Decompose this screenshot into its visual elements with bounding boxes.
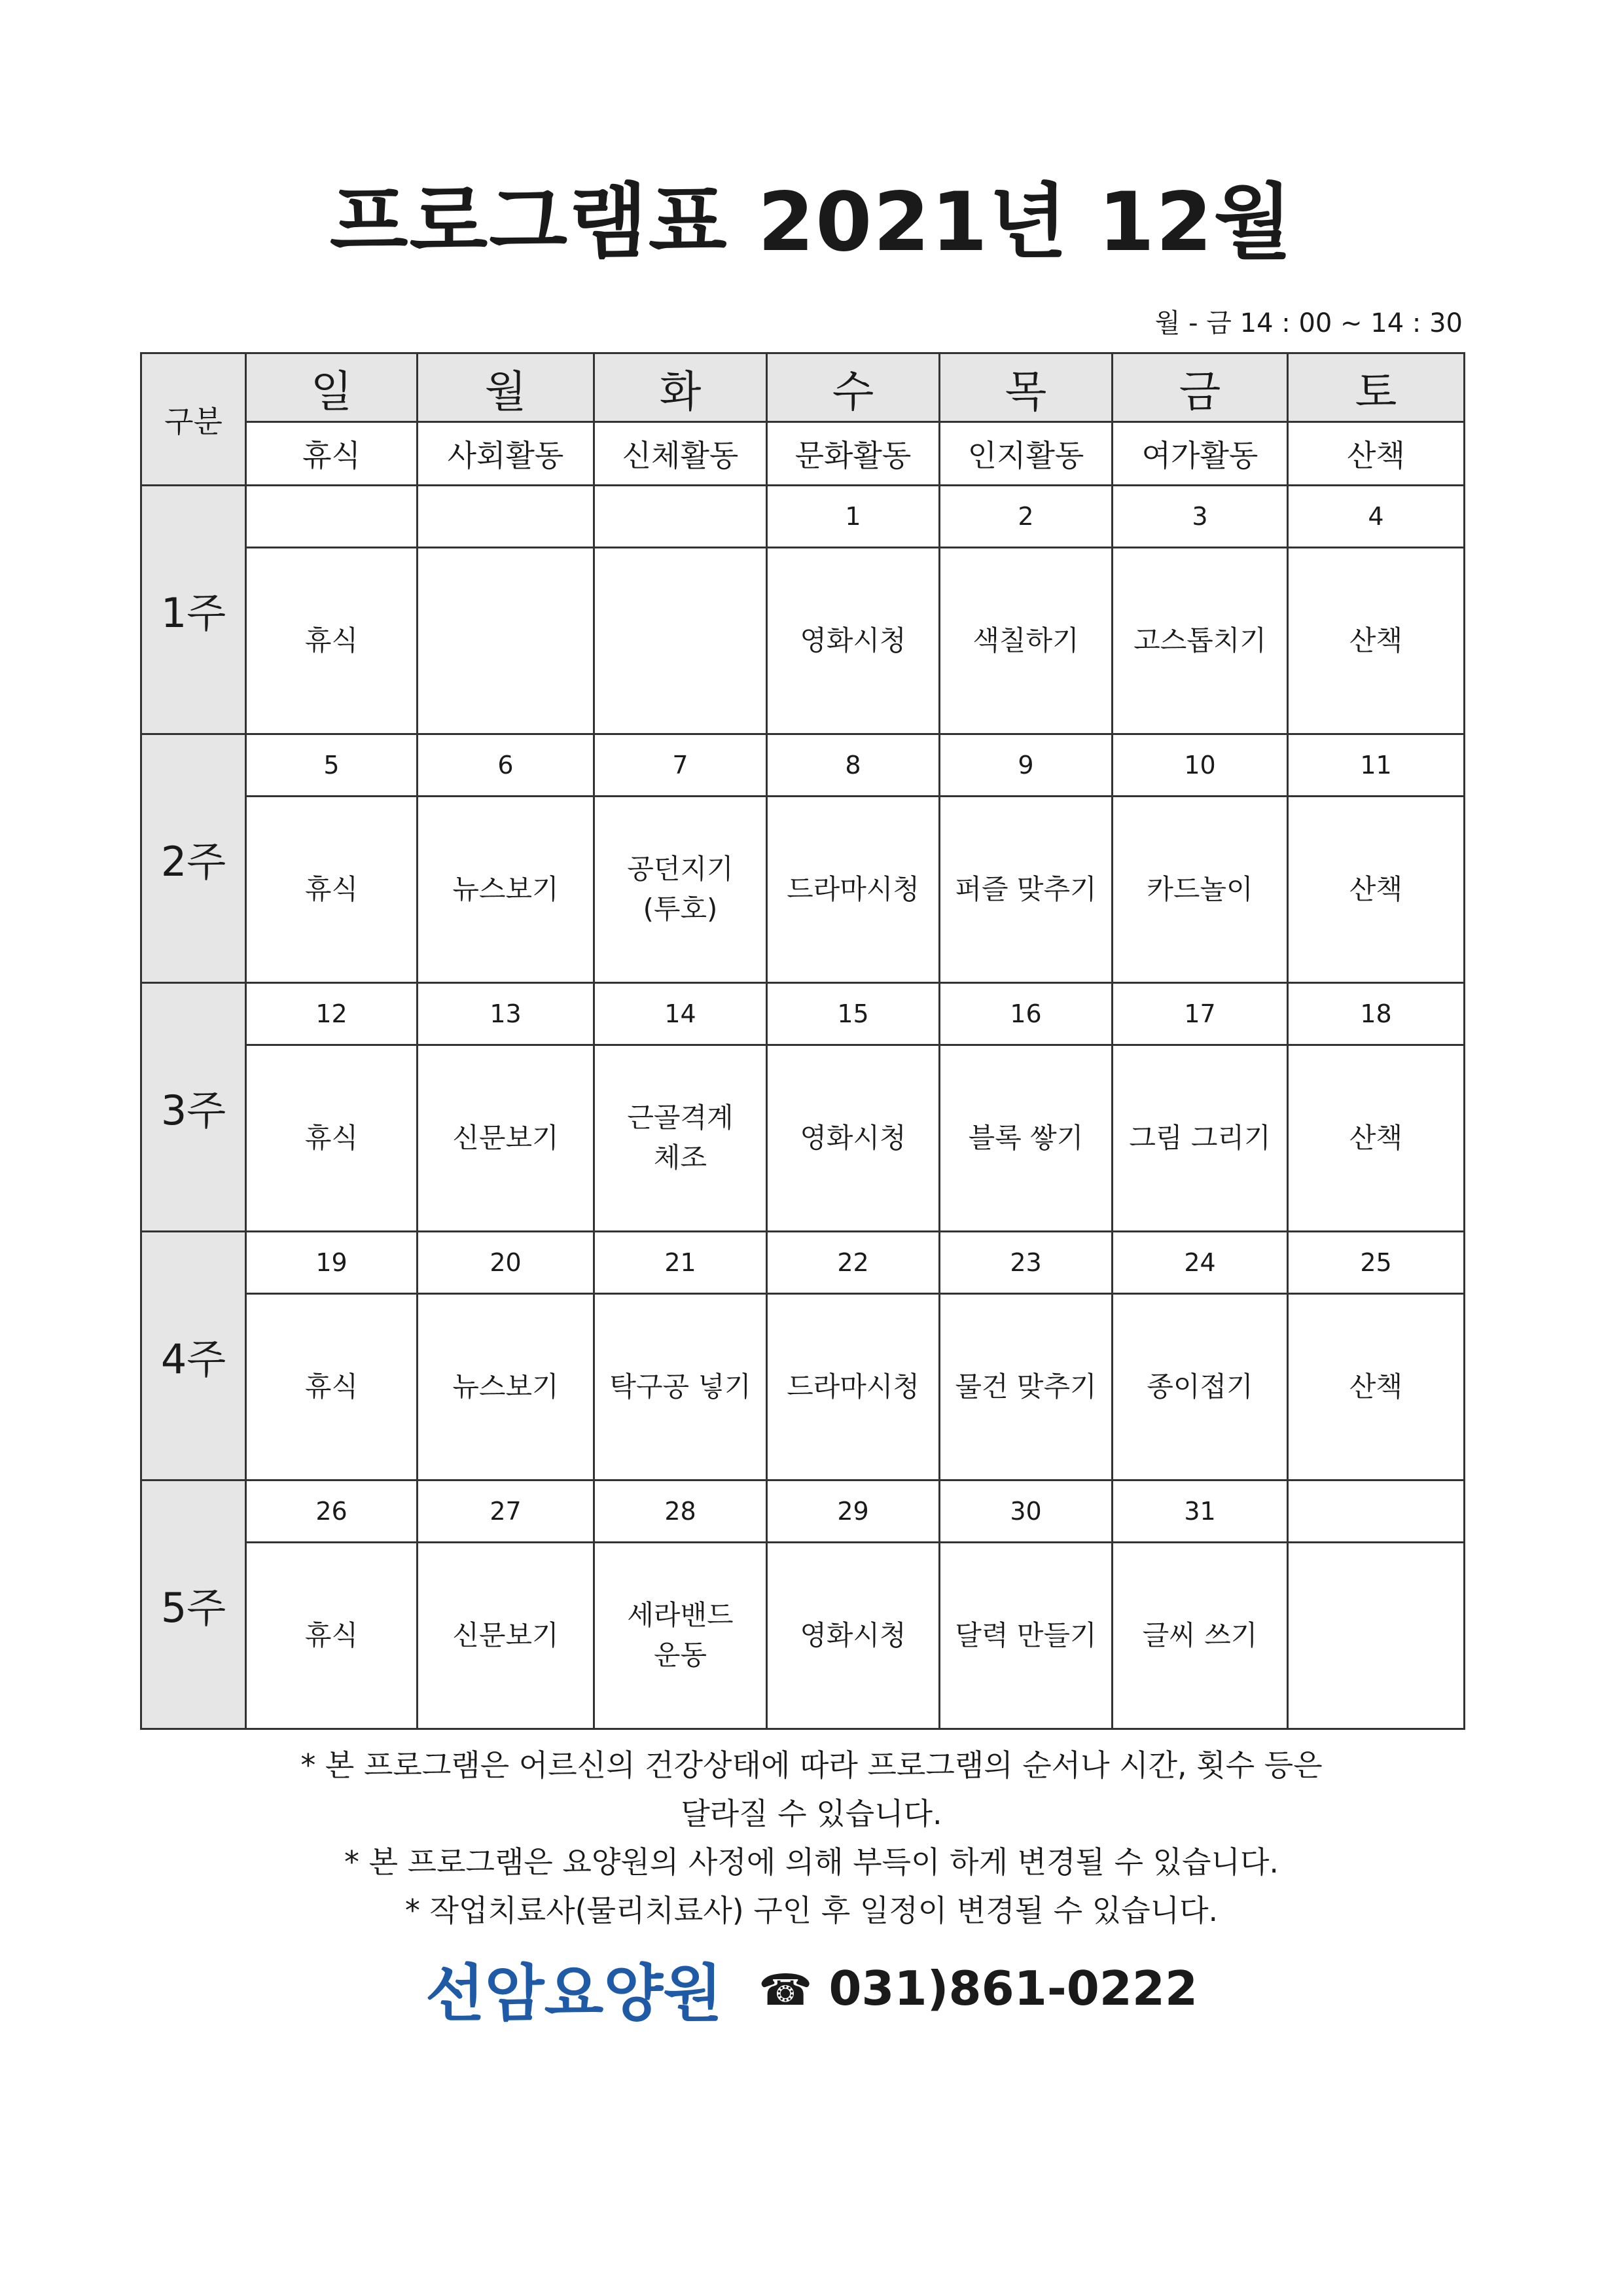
page-title: 프로그램표 2021년 12월 <box>329 175 1294 270</box>
activity-cell <box>594 1543 767 1729</box>
activity-line: 휴식 <box>304 1619 359 1651</box>
phone-number: 031)861-0222 <box>829 1960 1198 2016</box>
activity-line: 블록 쌓기 <box>968 1121 1084 1154</box>
activity-line: 탁구공 넣기 <box>609 1370 751 1403</box>
date-cell: 7 <box>594 734 767 797</box>
activity-cell <box>767 1045 940 1232</box>
date-cell <box>1288 1480 1465 1543</box>
activity-line: 휴식 <box>304 872 359 905</box>
date-cell: 20 <box>418 1232 594 1294</box>
week-label: 1주 <box>141 486 246 734</box>
week-activity-row <box>141 1045 1465 1232</box>
week-date-row <box>141 486 1465 548</box>
activity-line: 그림 그리기 <box>1129 1121 1271 1154</box>
footer <box>0 1944 1623 2032</box>
date-cell: 14 <box>594 983 767 1045</box>
activity-cell <box>1113 1294 1288 1480</box>
activity-line: 글씨 쓰기 <box>1142 1619 1258 1651</box>
date-cell: 29 <box>767 1480 940 1543</box>
week-label: 3주 <box>141 983 246 1232</box>
activity-line: 신문보기 <box>452 1121 559 1154</box>
activity-type-header: 휴식 <box>246 422 418 486</box>
week-label: 5주 <box>141 1480 246 1729</box>
date-cell: 11 <box>1288 734 1465 797</box>
week-date-row <box>141 983 1465 1045</box>
phone-icon: ☎ <box>758 1964 813 2015</box>
note-line: 달라질 수 있습니다. <box>681 1796 942 1831</box>
activity-cell <box>1288 548 1465 734</box>
date-cell: 21 <box>594 1232 767 1294</box>
note-line: * 작업치료사(물리치료사) 구인 후 일정이 변경될 수 있습니다. <box>404 1893 1219 1928</box>
date-cell: 30 <box>940 1480 1113 1543</box>
day-header: 수 <box>767 353 940 422</box>
activity-cell <box>246 1543 418 1729</box>
activity-line: 신문보기 <box>452 1619 559 1651</box>
activity-line: 드라마시청 <box>787 1370 919 1403</box>
activity-cell <box>418 797 594 983</box>
activity-line: 산책 <box>1349 624 1403 656</box>
activity-cell <box>1113 548 1288 734</box>
date-cell: 23 <box>940 1232 1113 1294</box>
activity-line: 카드놀이 <box>1147 872 1253 905</box>
activity-type-header: 사회활동 <box>418 422 594 486</box>
activity-cell <box>1288 1294 1465 1480</box>
date-cell: 15 <box>767 983 940 1045</box>
date-cell: 27 <box>418 1480 594 1543</box>
day-header: 화 <box>594 353 767 422</box>
activity-cell <box>246 797 418 983</box>
activity-type-header: 산책 <box>1288 422 1465 486</box>
activity-cell <box>594 1294 767 1480</box>
time-note: 월 - 금 14 : 00 ~ 14 : 30 <box>1154 308 1463 338</box>
activity-cell <box>418 1294 594 1480</box>
schedule-body <box>141 486 1465 1729</box>
week-activity-row <box>141 1543 1465 1729</box>
schedule-table <box>140 352 1465 1730</box>
notes <box>0 1741 1623 1935</box>
activity-cell <box>767 1543 940 1729</box>
activity-cell <box>767 797 940 983</box>
activity-line: 영화시청 <box>800 624 906 656</box>
date-cell: 18 <box>1288 983 1465 1045</box>
activity-cell <box>940 548 1113 734</box>
week-label: 2주 <box>141 734 246 983</box>
activity-line: (투호) <box>643 893 718 925</box>
date-cell: 10 <box>1113 734 1288 797</box>
date-cell: 9 <box>940 734 1113 797</box>
activity-cell <box>418 548 594 734</box>
activity-type-header: 신체활동 <box>594 422 767 486</box>
week-activity-row <box>141 797 1465 983</box>
date-cell: 16 <box>940 983 1113 1045</box>
phone-contact <box>758 1961 1198 2016</box>
activity-line: 영화시청 <box>800 1619 906 1651</box>
day-header: 일 <box>246 353 418 422</box>
activity-cell <box>1113 1543 1288 1729</box>
activity-line: 휴식 <box>304 624 359 656</box>
activity-cell <box>940 797 1113 983</box>
activity-line: 산책 <box>1349 1370 1403 1403</box>
week-activity-row <box>141 1294 1465 1480</box>
activity-cell <box>1288 1543 1465 1729</box>
week-label: 4주 <box>141 1232 246 1480</box>
week-activity-row <box>141 548 1465 734</box>
activity-type-header: 여가활동 <box>1113 422 1288 486</box>
date-cell <box>246 486 418 548</box>
activity-line: 휴식 <box>304 1121 359 1154</box>
date-cell: 6 <box>418 734 594 797</box>
activity-cell <box>1288 797 1465 983</box>
activity-line: 뉴스보기 <box>452 1370 559 1403</box>
activity-line: 체조 <box>653 1141 707 1174</box>
activity-line: 달력 만들기 <box>955 1619 1097 1651</box>
date-cell: 12 <box>246 983 418 1045</box>
activity-line: 고스톱치기 <box>1133 624 1266 656</box>
date-cell: 3 <box>1113 486 1288 548</box>
date-cell: 4 <box>1288 486 1465 548</box>
date-cell: 17 <box>1113 983 1288 1045</box>
activity-cell <box>418 1543 594 1729</box>
activity-line: 뉴스보기 <box>452 872 559 905</box>
date-cell <box>418 486 594 548</box>
date-cell: 25 <box>1288 1232 1465 1294</box>
header-label: 구분 <box>141 353 246 486</box>
activity-cell <box>940 1294 1113 1480</box>
activity-line: 퍼즐 맞추기 <box>955 872 1097 905</box>
activity-line: 종이접기 <box>1147 1370 1253 1403</box>
day-header: 목 <box>940 353 1113 422</box>
week-date-row <box>141 734 1465 797</box>
activity-cell <box>1113 797 1288 983</box>
activity-line: 근골격계 <box>627 1102 734 1134</box>
date-cell: 24 <box>1113 1232 1288 1294</box>
activity-type-header: 인지활동 <box>940 422 1113 486</box>
org-name: 선암요양원 <box>425 1958 722 2030</box>
activity-line: 공던지기 <box>627 853 734 886</box>
activity-cell <box>594 1045 767 1232</box>
activity-cell <box>418 1045 594 1232</box>
date-cell: 19 <box>246 1232 418 1294</box>
activity-cell <box>246 1045 418 1232</box>
activity-cell <box>246 548 418 734</box>
activity-cell <box>767 548 940 734</box>
note-line: * 본 프로그램은 어르신의 건강상태에 따라 프로그램의 순서나 시간, 횟수 등은 <box>300 1748 1323 1783</box>
date-cell: 8 <box>767 734 940 797</box>
activity-line: 산책 <box>1349 872 1403 905</box>
activity-cell <box>767 1294 940 1480</box>
date-cell: 31 <box>1113 1480 1288 1543</box>
activity-line: 드라마시청 <box>787 872 919 905</box>
activity-line: 색칠하기 <box>972 624 1079 656</box>
activity-line: 세라밴드 <box>627 1599 734 1632</box>
date-cell: 26 <box>246 1480 418 1543</box>
day-header: 월 <box>418 353 594 422</box>
activity-line: 산책 <box>1349 1121 1403 1154</box>
day-header: 토 <box>1288 353 1465 422</box>
note-line: * 본 프로그램은 요양원의 사정에 의해 부득이 하게 변경될 수 있습니다. <box>344 1844 1279 1880</box>
activity-cell <box>1288 1045 1465 1232</box>
date-cell: 13 <box>418 983 594 1045</box>
activity-cell <box>594 548 767 734</box>
activity-cell <box>246 1294 418 1480</box>
date-cell: 28 <box>594 1480 767 1543</box>
date-cell <box>594 486 767 548</box>
week-date-row <box>141 1480 1465 1543</box>
activity-cell <box>594 797 767 983</box>
activity-cell <box>1113 1045 1288 1232</box>
date-cell: 1 <box>767 486 940 548</box>
activity-line: 휴식 <box>304 1370 359 1403</box>
date-cell: 2 <box>940 486 1113 548</box>
day-header: 금 <box>1113 353 1288 422</box>
date-cell: 5 <box>246 734 418 797</box>
activity-line: 물건 맞추기 <box>955 1370 1097 1403</box>
activity-cell <box>940 1045 1113 1232</box>
activity-line: 영화시청 <box>800 1121 906 1154</box>
activity-type-header: 문화활동 <box>767 422 940 486</box>
activity-cell <box>940 1543 1113 1729</box>
week-date-row <box>141 1232 1465 1294</box>
activity-line: 운동 <box>653 1639 707 1671</box>
date-cell: 22 <box>767 1232 940 1294</box>
